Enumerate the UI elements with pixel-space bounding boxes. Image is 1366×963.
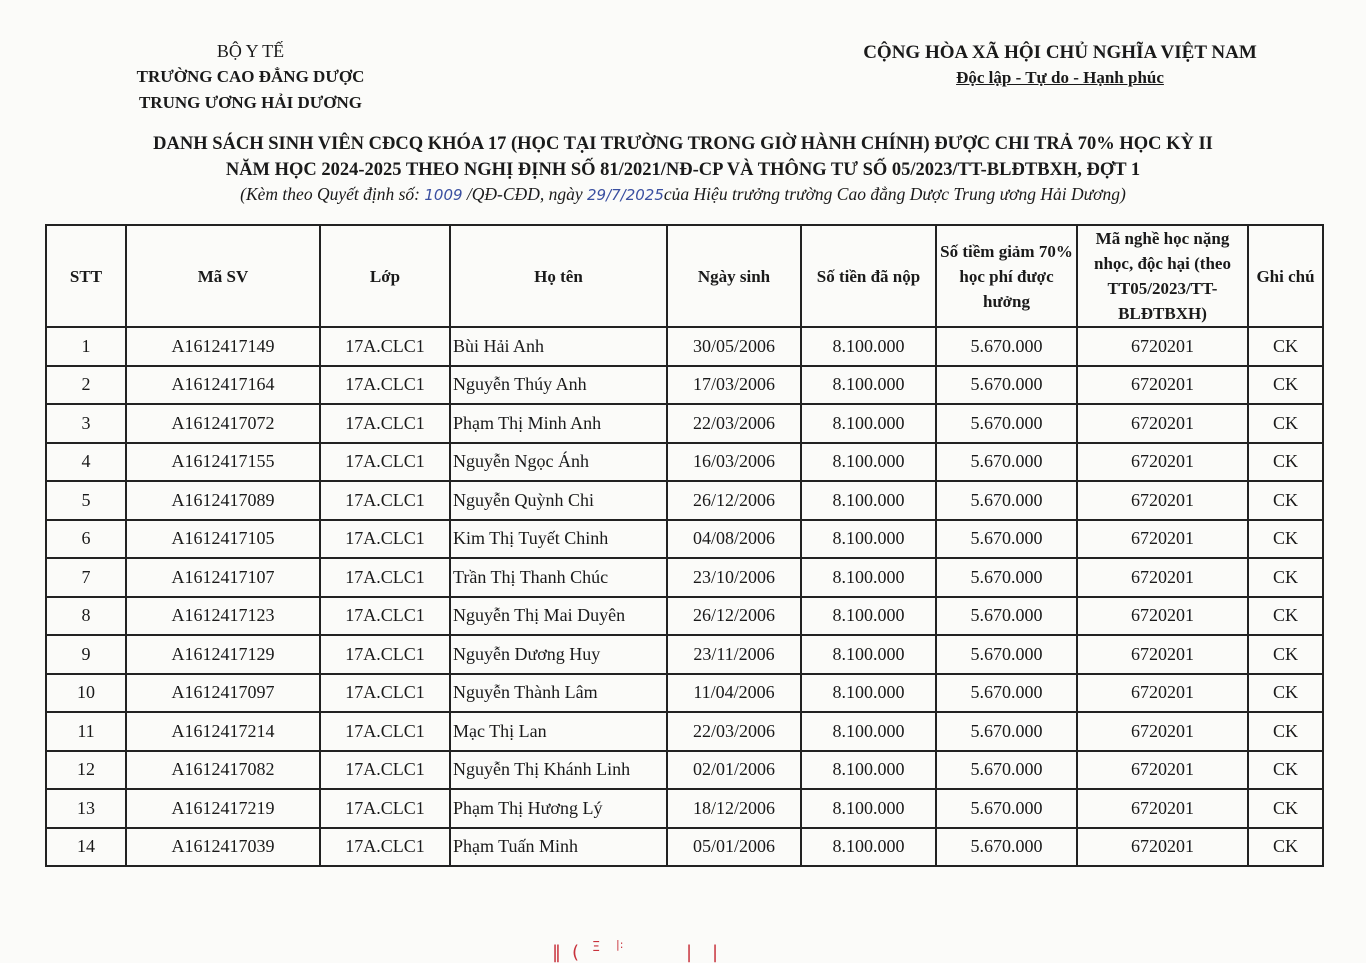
cell-student-id: A1612417149 <box>126 327 320 366</box>
cell-class: 17A.CLC1 <box>320 828 450 867</box>
cell-note: CK <box>1248 751 1323 790</box>
cell-amount-paid: 8.100.000 <box>801 789 936 828</box>
col-header-birth-date: Ngày sinh <box>667 225 801 327</box>
cell-full-name: Nguyễn Quỳnh Chi <box>450 481 667 520</box>
cell-occupation-code: 6720201 <box>1077 327 1248 366</box>
cell-student-id: A1612417155 <box>126 443 320 482</box>
cell-class: 17A.CLC1 <box>320 751 450 790</box>
cell-occupation-code: 6720201 <box>1077 520 1248 559</box>
cell-student-id: A1612417123 <box>126 597 320 636</box>
cell-occupation-code: 6720201 <box>1077 635 1248 674</box>
cell-reduction: 5.670.000 <box>936 751 1077 790</box>
cell-amount-paid: 8.100.000 <box>801 327 936 366</box>
cell-student-id: A1612417082 <box>126 751 320 790</box>
cell-reduction: 5.670.000 <box>936 404 1077 443</box>
cell-class: 17A.CLC1 <box>320 789 450 828</box>
national-motto: Độc lập - Tự do - Hạnh phúc <box>956 68 1164 87</box>
cell-reduction: 5.670.000 <box>936 712 1077 751</box>
cell-note: CK <box>1248 635 1323 674</box>
table-row <box>46 366 1323 405</box>
cell-class: 17A.CLC1 <box>320 597 450 636</box>
cell-amount-paid: 8.100.000 <box>801 404 936 443</box>
nation-name: CỘNG HÒA XÃ HỘI CHỦ NGHĨA VIỆT NAM <box>863 42 1257 63</box>
cell-occupation-code: 6720201 <box>1077 558 1248 597</box>
cell-stt: 8 <box>46 597 126 636</box>
cell-birth-date: 23/10/2006 <box>667 558 801 597</box>
cell-reduction: 5.670.000 <box>936 366 1077 405</box>
cell-amount-paid: 8.100.000 <box>801 520 936 559</box>
cell-student-id: A1612417219 <box>126 789 320 828</box>
cell-stt: 12 <box>46 751 126 790</box>
cell-note: CK <box>1248 481 1323 520</box>
table-header-row <box>46 225 1323 327</box>
cell-full-name: Trần Thị Thanh Chúc <box>450 558 667 597</box>
cell-stt: 14 <box>46 828 126 867</box>
cell-occupation-code: 6720201 <box>1077 751 1248 790</box>
cell-birth-date: 26/12/2006 <box>667 597 801 636</box>
cell-student-id: A1612417097 <box>126 674 320 713</box>
col-header-full-name: Họ tên <box>450 225 667 327</box>
decision-date: 29/7/2025 <box>586 186 664 204</box>
cell-birth-date: 16/03/2006 <box>667 443 801 482</box>
col-header-class: Lớp <box>320 225 450 327</box>
cell-reduction: 5.670.000 <box>936 558 1077 597</box>
table-row <box>46 789 1323 828</box>
cell-student-id: A1612417039 <box>126 828 320 867</box>
student-table <box>45 224 1324 867</box>
table-row <box>46 520 1323 559</box>
cell-class: 17A.CLC1 <box>320 558 450 597</box>
cell-stt: 5 <box>46 481 126 520</box>
cell-occupation-code: 6720201 <box>1077 828 1248 867</box>
cell-amount-paid: 8.100.000 <box>801 635 936 674</box>
cell-amount-paid: 8.100.000 <box>801 597 936 636</box>
cell-occupation-code: 6720201 <box>1077 366 1248 405</box>
cell-full-name: Nguyễn Thúy Anh <box>450 366 667 405</box>
cell-stt: 2 <box>46 366 126 405</box>
cell-amount-paid: 8.100.000 <box>801 558 936 597</box>
cell-birth-date: 22/03/2006 <box>667 404 801 443</box>
cell-stt: 13 <box>46 789 126 828</box>
red-stamp-mark: ‖ ( Ξ |: | | <box>552 938 719 963</box>
table-row <box>46 674 1323 713</box>
cell-stt: 10 <box>46 674 126 713</box>
cell-class: 17A.CLC1 <box>320 327 450 366</box>
cell-reduction: 5.670.000 <box>936 327 1077 366</box>
table-row <box>46 635 1323 674</box>
cell-student-id: A1612417105 <box>126 520 320 559</box>
issuer-block <box>118 38 383 116</box>
title-line2: NĂM HỌC 2024-2025 THEO NGHỊ ĐỊNH SỐ 81/2021/NĐ-CP VÀ THÔNG TƯ SỐ 05/2023/TT-BLĐTBXH, ĐỢT 1 <box>225 160 1141 180</box>
subtitle-mid: /QĐ-CĐD, ngày <box>466 184 583 204</box>
cell-full-name: Nguyễn Thị Khánh Linh <box>450 751 667 790</box>
cell-class: 17A.CLC1 <box>320 481 450 520</box>
table-row <box>46 751 1323 790</box>
cell-full-name: Phạm Thị Hương Lý <box>450 789 667 828</box>
cell-note: CK <box>1248 828 1323 867</box>
cell-student-id: A1612417214 <box>126 712 320 751</box>
cell-amount-paid: 8.100.000 <box>801 481 936 520</box>
cell-full-name: Nguyễn Thị Mai Duyên <box>450 597 667 636</box>
cell-note: CK <box>1248 597 1323 636</box>
cell-birth-date: 17/03/2006 <box>667 366 801 405</box>
cell-full-name: Phạm Tuấn Minh <box>450 828 667 867</box>
cell-full-name: Nguyễn Ngọc Ánh <box>450 443 667 482</box>
cell-note: CK <box>1248 789 1323 828</box>
cell-reduction: 5.670.000 <box>936 597 1077 636</box>
decision-number: 1009 <box>424 186 463 204</box>
cell-class: 17A.CLC1 <box>320 520 450 559</box>
cell-student-id: A1612417072 <box>126 404 320 443</box>
cell-amount-paid: 8.100.000 <box>801 674 936 713</box>
cell-note: CK <box>1248 712 1323 751</box>
table-row <box>46 481 1323 520</box>
cell-reduction: 5.670.000 <box>936 443 1077 482</box>
table-row <box>46 558 1323 597</box>
cell-class: 17A.CLC1 <box>320 366 450 405</box>
col-header-amount-paid: Số tiền đã nộp <box>801 225 936 327</box>
cell-reduction: 5.670.000 <box>936 481 1077 520</box>
cell-birth-date: 22/03/2006 <box>667 712 801 751</box>
cell-stt: 3 <box>46 404 126 443</box>
cell-birth-date: 30/05/2006 <box>667 327 801 366</box>
cell-full-name: Nguyễn Dương Huy <box>450 635 667 674</box>
cell-student-id: A1612417107 <box>126 558 320 597</box>
cell-full-name: Kim Thị Tuyết Chinh <box>450 520 667 559</box>
cell-birth-date: 23/11/2006 <box>667 635 801 674</box>
cell-class: 17A.CLC1 <box>320 674 450 713</box>
cell-full-name: Mạc Thị Lan <box>450 712 667 751</box>
col-header-student-id: Mã SV <box>126 225 320 327</box>
cell-note: CK <box>1248 366 1323 405</box>
cell-student-id: A1612417164 <box>126 366 320 405</box>
table-row <box>46 828 1323 867</box>
cell-occupation-code: 6720201 <box>1077 443 1248 482</box>
ministry-name: BỘ Y TẾ <box>216 41 285 61</box>
cell-occupation-code: 6720201 <box>1077 789 1248 828</box>
cell-occupation-code: 6720201 <box>1077 481 1248 520</box>
cell-student-id: A1612417089 <box>126 481 320 520</box>
cell-note: CK <box>1248 327 1323 366</box>
cell-class: 17A.CLC1 <box>320 404 450 443</box>
cell-amount-paid: 8.100.000 <box>801 366 936 405</box>
cell-full-name: Bùi Hải Anh <box>450 327 667 366</box>
cell-occupation-code: 6720201 <box>1077 674 1248 713</box>
school-name-line2: TRUNG ƯƠNG HẢI DƯƠNG <box>138 93 363 112</box>
table-row <box>46 597 1323 636</box>
cell-reduction: 5.670.000 <box>936 789 1077 828</box>
table-row <box>46 327 1323 366</box>
cell-birth-date: 05/01/2006 <box>667 828 801 867</box>
cell-occupation-code: 6720201 <box>1077 597 1248 636</box>
cell-birth-date: 02/01/2006 <box>667 751 801 790</box>
cell-stt: 11 <box>46 712 126 751</box>
table-row <box>46 404 1323 443</box>
subtitle-prefix: (Kèm theo Quyết định số: <box>240 184 420 204</box>
cell-note: CK <box>1248 404 1323 443</box>
cell-stt: 6 <box>46 520 126 559</box>
col-header-stt: STT <box>46 225 126 327</box>
cell-birth-date: 18/12/2006 <box>667 789 801 828</box>
cell-amount-paid: 8.100.000 <box>801 828 936 867</box>
table-row <box>46 712 1323 751</box>
national-heading <box>840 40 1280 90</box>
cell-birth-date: 11/04/2006 <box>667 674 801 713</box>
cell-reduction: 5.670.000 <box>936 520 1077 559</box>
col-header-note: Ghi chú <box>1248 225 1323 327</box>
cell-stt: 9 <box>46 635 126 674</box>
cell-stt: 4 <box>46 443 126 482</box>
cell-occupation-code: 6720201 <box>1077 712 1248 751</box>
cell-note: CK <box>1248 674 1323 713</box>
cell-note: CK <box>1248 443 1323 482</box>
table-row <box>46 443 1323 482</box>
cell-reduction: 5.670.000 <box>936 828 1077 867</box>
cell-birth-date: 04/08/2006 <box>667 520 801 559</box>
cell-class: 17A.CLC1 <box>320 635 450 674</box>
cell-occupation-code: 6720201 <box>1077 404 1248 443</box>
cell-note: CK <box>1248 520 1323 559</box>
cell-reduction: 5.670.000 <box>936 635 1077 674</box>
cell-student-id: A1612417129 <box>126 635 320 674</box>
col-header-occupation-code: Mã nghề học nặng nhọc, độc hại (theo TT05/2023/TT-BLĐTBXH) <box>1077 225 1248 327</box>
cell-class: 17A.CLC1 <box>320 443 450 482</box>
cell-amount-paid: 8.100.000 <box>801 443 936 482</box>
cell-stt: 1 <box>46 327 126 366</box>
title-line1: DANH SÁCH SINH VIÊN CĐCQ KHÓA 17 (HỌC TẠI TRƯỜNG TRONG GIỜ HÀNH CHÍNH) ĐƯỢC CHI TRẢ 70% HỌC KỲ II <box>153 134 1213 154</box>
cell-reduction: 5.670.000 <box>936 674 1077 713</box>
document-subtitle <box>60 181 1306 208</box>
cell-stt: 7 <box>46 558 126 597</box>
cell-full-name: Nguyễn Thành Lâm <box>450 674 667 713</box>
cell-note: CK <box>1248 558 1323 597</box>
col-header-reduction: Số tiềm giảm 70% học phí được hưởng <box>936 225 1077 327</box>
document-title <box>60 131 1306 183</box>
cell-class: 17A.CLC1 <box>320 712 450 751</box>
cell-amount-paid: 8.100.000 <box>801 751 936 790</box>
school-name-line1: TRƯỜNG CAO ĐẲNG DƯỢC <box>136 67 365 86</box>
subtitle-suffix: của Hiệu trưởng trường Cao đẳng Dược Trung ương Hải Dương) <box>663 184 1126 204</box>
table-body <box>46 327 1323 866</box>
cell-birth-date: 26/12/2006 <box>667 481 801 520</box>
cell-amount-paid: 8.100.000 <box>801 712 936 751</box>
cell-full-name: Phạm Thị Minh Anh <box>450 404 667 443</box>
